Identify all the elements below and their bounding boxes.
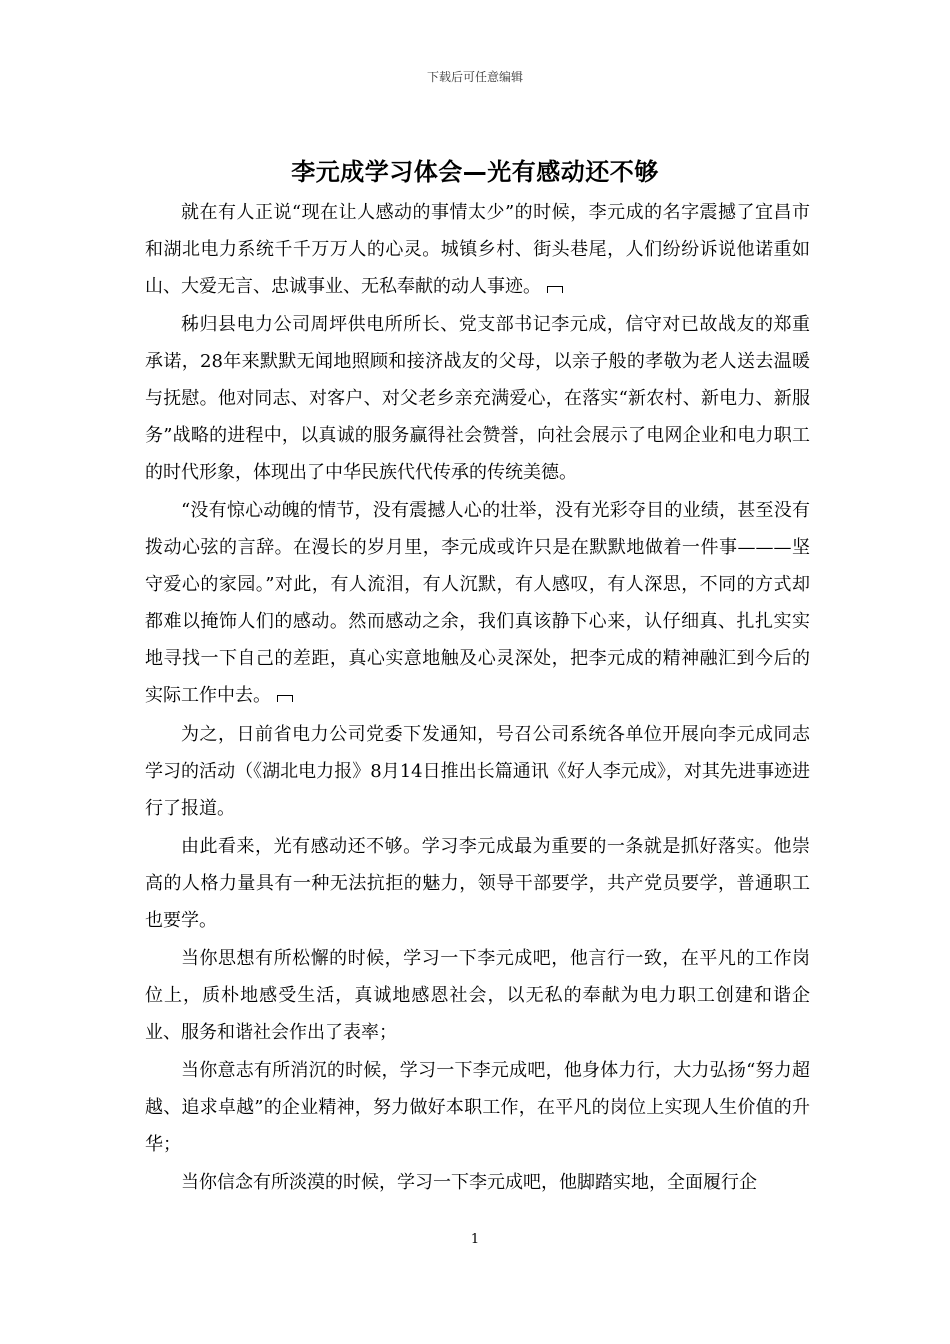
- paragraph-end-mark-icon: [277, 695, 293, 702]
- page-header: 下载后可任意编辑: [426, 70, 523, 84]
- paragraph-7-text: 当你意志有所消沉的时候，学习一下李元成吧，他身体力行，大力弘扬“努力超越、追求卓越”的企业精神，努力做好本职工作，在平凡的岗位上实现人生价值的升华；: [145, 1060, 810, 1156]
- paragraph-3: [145, 492, 810, 714]
- paragraph-7: [145, 1052, 810, 1163]
- document-body: [145, 194, 810, 1203]
- page-number: 1: [470, 1232, 480, 1247]
- paragraph-end-mark-icon: [547, 286, 563, 293]
- paragraph-6: [145, 940, 810, 1051]
- paragraph-5-text: 由此看来，光有感动还不够。学习李元成最为重要的一条就是抓好落实。他崇高的人格力量具有一种无法抗拒的魅力，领导干部要学，共产党员要学，普通职工也要学。: [145, 835, 810, 931]
- document-title: 李元成学习体会—光有感动还不够: [291, 158, 659, 186]
- paragraph-1-text: 就在有人正说“现在让人感动的事情太少”的时候，李元成的名字震撼了宜昌市和湖北电力系统千千万万人的心灵。城镇乡村、街头巷尾，人们纷纷诉说他诺重如山、大爱无言、忠诚事业、无私奉献的动人事迹。: [145, 202, 810, 297]
- paragraph-2-text: 秭归县电力公司周坪供电所所长、党支部书记李元成，信守对已故战友的郑重承诺，28年来默默无闻地照顾和接济战友的父母，以亲子般的孝敬为老人送去温暖与抚慰。他对同志、对客户、对父老乡亲充满爱心，在落实“新农村、新电力、新服务”战略的进程中，以真诚的服务赢得社会赞誉，向社会展示了电网企业和电力职工的时代形象，体现出了中华民族代代传承的传统美德。: [145, 314, 810, 484]
- paragraph-8: [145, 1164, 810, 1201]
- paragraph-6-text: 当你思想有所松懈的时候，学习一下李元成吧，他言行一致，在平凡的工作岗位上，质朴地感受生活，真诚地感恩社会，以无私的奉献为电力职工创建和谐企业、服务和谐社会作出了表率；: [145, 947, 810, 1043]
- paragraph-4: [145, 716, 810, 827]
- paragraph-3-text: “没有惊心动魄的情节，没有震撼人心的壮举，没有光彩夺目的业绩，甚至没有拨动心弦的言辞。在漫长的岁月里，李元成或许只是在默默地做着一件事———坚守爱心的家园。”对此，有人流泪，有人沉默，有人感叹，有人深思，不同的方式却都难以掩饰人们的感动。然而感动之余，我们真该静下心来，认仔细真、扎扎实实地寻找一下自己的差距，真心实意地触及心灵深处，把李元成的精神融汇到今后的实际工作中去。: [145, 500, 810, 707]
- paragraph-1: [145, 194, 810, 305]
- paragraph-5: [145, 828, 810, 939]
- paragraph-8-text: 当你信念有所淡漠的时候，学习一下李元成吧，他脚踏实地，全面履行企: [181, 1172, 757, 1194]
- paragraph-2: [145, 306, 810, 491]
- paragraph-4-text: 为之，日前省电力公司党委下发通知，号召公司系统各单位开展向李元成同志学习的活动（《湖北电力报》8月14日推出长篇通讯《好人李元成》，对其先进事迹进行了报道。: [145, 723, 810, 819]
